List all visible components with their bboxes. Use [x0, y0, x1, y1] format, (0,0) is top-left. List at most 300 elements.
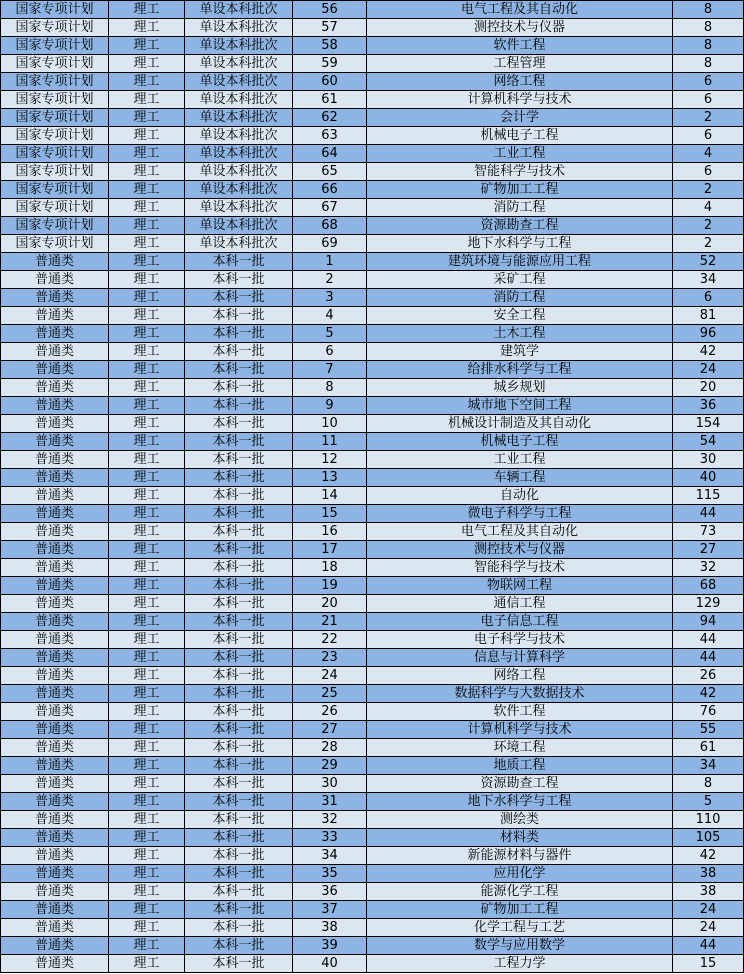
major-name-cell: 车辆工程 [367, 469, 673, 487]
index-cell: 39 [293, 937, 367, 955]
index-cell: 66 [293, 181, 367, 199]
subject-cell: 理工 [109, 235, 185, 253]
index-cell: 24 [293, 667, 367, 685]
quota-cell: 44 [673, 649, 744, 667]
table-body [1, 1, 744, 973]
quota-cell: 110 [673, 811, 744, 829]
batch-cell: 单设本科批次 [185, 127, 293, 145]
quota-cell: 38 [673, 883, 744, 901]
plan-type-cell: 普通类 [1, 325, 109, 343]
batch-cell: 本科一批 [185, 667, 293, 685]
plan-type-cell: 国家专项计划 [1, 127, 109, 145]
plan-type-cell: 国家专项计划 [1, 1, 109, 19]
batch-cell: 本科一批 [185, 505, 293, 523]
table-row [1, 469, 744, 487]
subject-cell: 理工 [109, 55, 185, 73]
major-name-cell: 数学与应用数学 [367, 937, 673, 955]
index-cell: 23 [293, 649, 367, 667]
quota-cell: 52 [673, 253, 744, 271]
plan-type-cell: 普通类 [1, 559, 109, 577]
index-cell: 16 [293, 523, 367, 541]
batch-cell: 本科一批 [185, 649, 293, 667]
subject-cell: 理工 [109, 577, 185, 595]
index-cell: 5 [293, 325, 367, 343]
table-row [1, 253, 744, 271]
index-cell: 14 [293, 487, 367, 505]
plan-type-cell: 普通类 [1, 631, 109, 649]
batch-cell: 单设本科批次 [185, 109, 293, 127]
major-name-cell: 新能源材料与器件 [367, 847, 673, 865]
plan-type-cell: 普通类 [1, 307, 109, 325]
quota-cell: 34 [673, 271, 744, 289]
subject-cell: 理工 [109, 127, 185, 145]
quota-cell: 54 [673, 433, 744, 451]
index-cell: 19 [293, 577, 367, 595]
batch-cell: 本科一批 [185, 793, 293, 811]
table-row [1, 685, 744, 703]
batch-cell: 本科一批 [185, 829, 293, 847]
index-cell: 4 [293, 307, 367, 325]
index-cell: 20 [293, 595, 367, 613]
batch-cell: 本科一批 [185, 325, 293, 343]
batch-cell: 单设本科批次 [185, 1, 293, 19]
quota-cell: 20 [673, 379, 744, 397]
subject-cell: 理工 [109, 793, 185, 811]
plan-type-cell: 国家专项计划 [1, 91, 109, 109]
batch-cell: 本科一批 [185, 685, 293, 703]
subject-cell: 理工 [109, 919, 185, 937]
subject-cell: 理工 [109, 613, 185, 631]
plan-type-cell: 国家专项计划 [1, 235, 109, 253]
table-row [1, 721, 744, 739]
subject-cell: 理工 [109, 325, 185, 343]
plan-type-cell: 普通类 [1, 919, 109, 937]
plan-type-cell: 普通类 [1, 865, 109, 883]
index-cell: 59 [293, 55, 367, 73]
quota-cell: 42 [673, 847, 744, 865]
index-cell: 67 [293, 199, 367, 217]
index-cell: 29 [293, 757, 367, 775]
subject-cell: 理工 [109, 685, 185, 703]
table-row [1, 523, 744, 541]
table-row [1, 739, 744, 757]
plan-type-cell: 普通类 [1, 613, 109, 631]
major-name-cell: 土木工程 [367, 325, 673, 343]
major-name-cell: 工程管理 [367, 55, 673, 73]
quota-cell: 2 [673, 181, 744, 199]
batch-cell: 本科一批 [185, 703, 293, 721]
major-name-cell: 数据科学与大数据技术 [367, 685, 673, 703]
major-name-cell: 建筑学 [367, 343, 673, 361]
subject-cell: 理工 [109, 559, 185, 577]
batch-cell: 本科一批 [185, 289, 293, 307]
plan-type-cell: 普通类 [1, 685, 109, 703]
major-name-cell: 测控技术与仪器 [367, 541, 673, 559]
plan-type-cell: 国家专项计划 [1, 163, 109, 181]
quota-cell: 40 [673, 469, 744, 487]
plan-type-cell: 普通类 [1, 721, 109, 739]
subject-cell: 理工 [109, 1, 185, 19]
subject-cell: 理工 [109, 649, 185, 667]
quota-cell: 42 [673, 343, 744, 361]
subject-cell: 理工 [109, 667, 185, 685]
index-cell: 9 [293, 397, 367, 415]
index-cell: 65 [293, 163, 367, 181]
major-name-cell: 材料类 [367, 829, 673, 847]
batch-cell: 本科一批 [185, 955, 293, 973]
quota-cell: 30 [673, 451, 744, 469]
table-row [1, 271, 744, 289]
quota-cell: 27 [673, 541, 744, 559]
batch-cell: 本科一批 [185, 397, 293, 415]
quota-cell: 8 [673, 775, 744, 793]
quota-cell: 115 [673, 487, 744, 505]
quota-cell: 4 [673, 199, 744, 217]
quota-cell: 8 [673, 55, 744, 73]
quota-cell: 129 [673, 595, 744, 613]
batch-cell: 本科一批 [185, 559, 293, 577]
subject-cell: 理工 [109, 361, 185, 379]
index-cell: 13 [293, 469, 367, 487]
quota-cell: 6 [673, 289, 744, 307]
subject-cell: 理工 [109, 433, 185, 451]
plan-type-cell: 普通类 [1, 415, 109, 433]
major-name-cell: 地下水科学与工程 [367, 235, 673, 253]
batch-cell: 本科一批 [185, 271, 293, 289]
subject-cell: 理工 [109, 397, 185, 415]
quota-cell: 8 [673, 37, 744, 55]
plan-type-cell: 普通类 [1, 271, 109, 289]
batch-cell: 单设本科批次 [185, 163, 293, 181]
index-cell: 60 [293, 73, 367, 91]
quota-cell: 24 [673, 919, 744, 937]
plan-type-cell: 普通类 [1, 649, 109, 667]
major-name-cell: 地质工程 [367, 757, 673, 775]
quota-cell: 32 [673, 559, 744, 577]
index-cell: 22 [293, 631, 367, 649]
major-name-cell: 智能科学与技术 [367, 559, 673, 577]
major-name-cell: 工程力学 [367, 955, 673, 973]
batch-cell: 本科一批 [185, 541, 293, 559]
plan-type-cell: 普通类 [1, 703, 109, 721]
batch-cell: 本科一批 [185, 757, 293, 775]
batch-cell: 本科一批 [185, 883, 293, 901]
major-name-cell: 智能科学与技术 [367, 163, 673, 181]
batch-cell: 本科一批 [185, 937, 293, 955]
subject-cell: 理工 [109, 739, 185, 757]
batch-cell: 本科一批 [185, 865, 293, 883]
batch-cell: 本科一批 [185, 253, 293, 271]
plan-type-cell: 普通类 [1, 433, 109, 451]
subject-cell: 理工 [109, 595, 185, 613]
index-cell: 32 [293, 811, 367, 829]
table-row [1, 397, 744, 415]
index-cell: 1 [293, 253, 367, 271]
subject-cell: 理工 [109, 505, 185, 523]
batch-cell: 单设本科批次 [185, 235, 293, 253]
table-row [1, 361, 744, 379]
index-cell: 15 [293, 505, 367, 523]
plan-type-cell: 普通类 [1, 811, 109, 829]
index-cell: 10 [293, 415, 367, 433]
plan-type-cell: 普通类 [1, 595, 109, 613]
batch-cell: 单设本科批次 [185, 73, 293, 91]
quota-cell: 44 [673, 505, 744, 523]
batch-cell: 本科一批 [185, 577, 293, 595]
batch-cell: 本科一批 [185, 415, 293, 433]
table-row [1, 163, 744, 181]
quota-cell: 38 [673, 865, 744, 883]
plan-type-cell: 普通类 [1, 955, 109, 973]
quota-cell: 26 [673, 667, 744, 685]
table-row [1, 829, 744, 847]
index-cell: 25 [293, 685, 367, 703]
batch-cell: 本科一批 [185, 361, 293, 379]
subject-cell: 理工 [109, 811, 185, 829]
plan-type-cell: 普通类 [1, 379, 109, 397]
quota-cell: 81 [673, 307, 744, 325]
plan-type-cell: 普通类 [1, 667, 109, 685]
index-cell: 12 [293, 451, 367, 469]
table-row [1, 217, 744, 235]
plan-type-cell: 普通类 [1, 847, 109, 865]
index-cell: 8 [293, 379, 367, 397]
table-row [1, 199, 744, 217]
major-name-cell: 机械设计制造及其自动化 [367, 415, 673, 433]
table-row [1, 235, 744, 253]
subject-cell: 理工 [109, 415, 185, 433]
batch-cell: 本科一批 [185, 487, 293, 505]
index-cell: 40 [293, 955, 367, 973]
major-name-cell: 机械电子工程 [367, 433, 673, 451]
major-name-cell: 测绘类 [367, 811, 673, 829]
table-row [1, 55, 744, 73]
subject-cell: 理工 [109, 451, 185, 469]
subject-cell: 理工 [109, 775, 185, 793]
plan-type-cell: 普通类 [1, 451, 109, 469]
table-row [1, 955, 744, 973]
plan-type-cell: 普通类 [1, 253, 109, 271]
plan-type-cell: 普通类 [1, 739, 109, 757]
table-row [1, 919, 744, 937]
batch-cell: 单设本科批次 [185, 19, 293, 37]
index-cell: 58 [293, 37, 367, 55]
subject-cell: 理工 [109, 181, 185, 199]
batch-cell: 本科一批 [185, 901, 293, 919]
table-row [1, 145, 744, 163]
quota-cell: 76 [673, 703, 744, 721]
major-name-cell: 网络工程 [367, 73, 673, 91]
index-cell: 38 [293, 919, 367, 937]
plan-type-cell: 国家专项计划 [1, 19, 109, 37]
quota-cell: 154 [673, 415, 744, 433]
quota-cell: 36 [673, 397, 744, 415]
major-name-cell: 安全工程 [367, 307, 673, 325]
quota-cell: 44 [673, 937, 744, 955]
major-name-cell: 城乡规划 [367, 379, 673, 397]
subject-cell: 理工 [109, 955, 185, 973]
subject-cell: 理工 [109, 271, 185, 289]
major-name-cell: 自动化 [367, 487, 673, 505]
index-cell: 34 [293, 847, 367, 865]
plan-type-cell: 国家专项计划 [1, 55, 109, 73]
table-row [1, 577, 744, 595]
table-row [1, 505, 744, 523]
batch-cell: 本科一批 [185, 379, 293, 397]
subject-cell: 理工 [109, 469, 185, 487]
table-row [1, 667, 744, 685]
batch-cell: 本科一批 [185, 919, 293, 937]
major-name-cell: 给排水科学与工程 [367, 361, 673, 379]
index-cell: 33 [293, 829, 367, 847]
table-row [1, 631, 744, 649]
subject-cell: 理工 [109, 109, 185, 127]
quota-cell: 2 [673, 217, 744, 235]
subject-cell: 理工 [109, 199, 185, 217]
quota-cell: 55 [673, 721, 744, 739]
quota-cell: 5 [673, 793, 744, 811]
major-name-cell: 软件工程 [367, 37, 673, 55]
index-cell: 17 [293, 541, 367, 559]
batch-cell: 本科一批 [185, 631, 293, 649]
table-row [1, 793, 744, 811]
batch-cell: 单设本科批次 [185, 217, 293, 235]
subject-cell: 理工 [109, 523, 185, 541]
plan-type-cell: 普通类 [1, 361, 109, 379]
subject-cell: 理工 [109, 721, 185, 739]
index-cell: 63 [293, 127, 367, 145]
quota-cell: 105 [673, 829, 744, 847]
quota-cell: 24 [673, 901, 744, 919]
major-name-cell: 消防工程 [367, 199, 673, 217]
index-cell: 36 [293, 883, 367, 901]
plan-type-cell: 普通类 [1, 901, 109, 919]
table-row [1, 649, 744, 667]
table-row [1, 289, 744, 307]
subject-cell: 理工 [109, 91, 185, 109]
major-name-cell: 资源勘查工程 [367, 775, 673, 793]
major-name-cell: 能源化学工程 [367, 883, 673, 901]
table-row [1, 559, 744, 577]
major-name-cell: 矿物加工工程 [367, 901, 673, 919]
quota-cell: 42 [673, 685, 744, 703]
table-row [1, 703, 744, 721]
quota-cell: 6 [673, 127, 744, 145]
index-cell: 6 [293, 343, 367, 361]
plan-type-cell: 普通类 [1, 883, 109, 901]
table-row [1, 37, 744, 55]
plan-type-cell: 普通类 [1, 541, 109, 559]
quota-cell: 2 [673, 109, 744, 127]
plan-type-cell: 国家专项计划 [1, 145, 109, 163]
plan-type-cell: 国家专项计划 [1, 37, 109, 55]
quota-cell: 96 [673, 325, 744, 343]
index-cell: 68 [293, 217, 367, 235]
subject-cell: 理工 [109, 19, 185, 37]
major-name-cell: 会计学 [367, 109, 673, 127]
batch-cell: 本科一批 [185, 595, 293, 613]
subject-cell: 理工 [109, 37, 185, 55]
batch-cell: 本科一批 [185, 451, 293, 469]
batch-cell: 本科一批 [185, 307, 293, 325]
table-row [1, 433, 744, 451]
batch-cell: 单设本科批次 [185, 37, 293, 55]
batch-cell: 本科一批 [185, 721, 293, 739]
subject-cell: 理工 [109, 163, 185, 181]
plan-type-cell: 国家专项计划 [1, 181, 109, 199]
index-cell: 7 [293, 361, 367, 379]
subject-cell: 理工 [109, 379, 185, 397]
batch-cell: 单设本科批次 [185, 55, 293, 73]
table-row [1, 307, 744, 325]
index-cell: 28 [293, 739, 367, 757]
table-row [1, 883, 744, 901]
index-cell: 62 [293, 109, 367, 127]
major-name-cell: 化学工程与工艺 [367, 919, 673, 937]
major-name-cell: 资源勘查工程 [367, 217, 673, 235]
subject-cell: 理工 [109, 847, 185, 865]
plan-type-cell: 普通类 [1, 937, 109, 955]
plan-type-cell: 普通类 [1, 829, 109, 847]
major-name-cell: 软件工程 [367, 703, 673, 721]
table-row [1, 865, 744, 883]
quota-cell: 6 [673, 73, 744, 91]
subject-cell: 理工 [109, 217, 185, 235]
index-cell: 56 [293, 1, 367, 19]
plan-type-cell: 普通类 [1, 469, 109, 487]
major-name-cell: 消防工程 [367, 289, 673, 307]
table-row [1, 613, 744, 631]
plan-type-cell: 国家专项计划 [1, 109, 109, 127]
batch-cell: 本科一批 [185, 847, 293, 865]
index-cell: 27 [293, 721, 367, 739]
table-row [1, 541, 744, 559]
subject-cell: 理工 [109, 703, 185, 721]
subject-cell: 理工 [109, 289, 185, 307]
plan-type-cell: 国家专项计划 [1, 199, 109, 217]
subject-cell: 理工 [109, 541, 185, 559]
major-name-cell: 机械电子工程 [367, 127, 673, 145]
subject-cell: 理工 [109, 253, 185, 271]
subject-cell: 理工 [109, 145, 185, 163]
table-row [1, 757, 744, 775]
quota-cell: 6 [673, 91, 744, 109]
table-row [1, 487, 744, 505]
major-name-cell: 微电子科学与工程 [367, 505, 673, 523]
plan-type-cell: 国家专项计划 [1, 73, 109, 91]
plan-type-cell: 普通类 [1, 289, 109, 307]
plan-type-cell: 普通类 [1, 793, 109, 811]
major-name-cell: 工业工程 [367, 451, 673, 469]
index-cell: 11 [293, 433, 367, 451]
major-name-cell: 应用化学 [367, 865, 673, 883]
plan-type-cell: 普通类 [1, 757, 109, 775]
index-cell: 3 [293, 289, 367, 307]
quota-cell: 8 [673, 1, 744, 19]
major-name-cell: 工业工程 [367, 145, 673, 163]
quota-cell: 2 [673, 235, 744, 253]
index-cell: 2 [293, 271, 367, 289]
subject-cell: 理工 [109, 631, 185, 649]
quota-cell: 4 [673, 145, 744, 163]
plan-type-cell: 普通类 [1, 397, 109, 415]
major-name-cell: 计算机科学与技术 [367, 91, 673, 109]
batch-cell: 本科一批 [185, 523, 293, 541]
index-cell: 30 [293, 775, 367, 793]
major-name-cell: 矿物加工工程 [367, 181, 673, 199]
subject-cell: 理工 [109, 757, 185, 775]
major-name-cell: 计算机科学与技术 [367, 721, 673, 739]
